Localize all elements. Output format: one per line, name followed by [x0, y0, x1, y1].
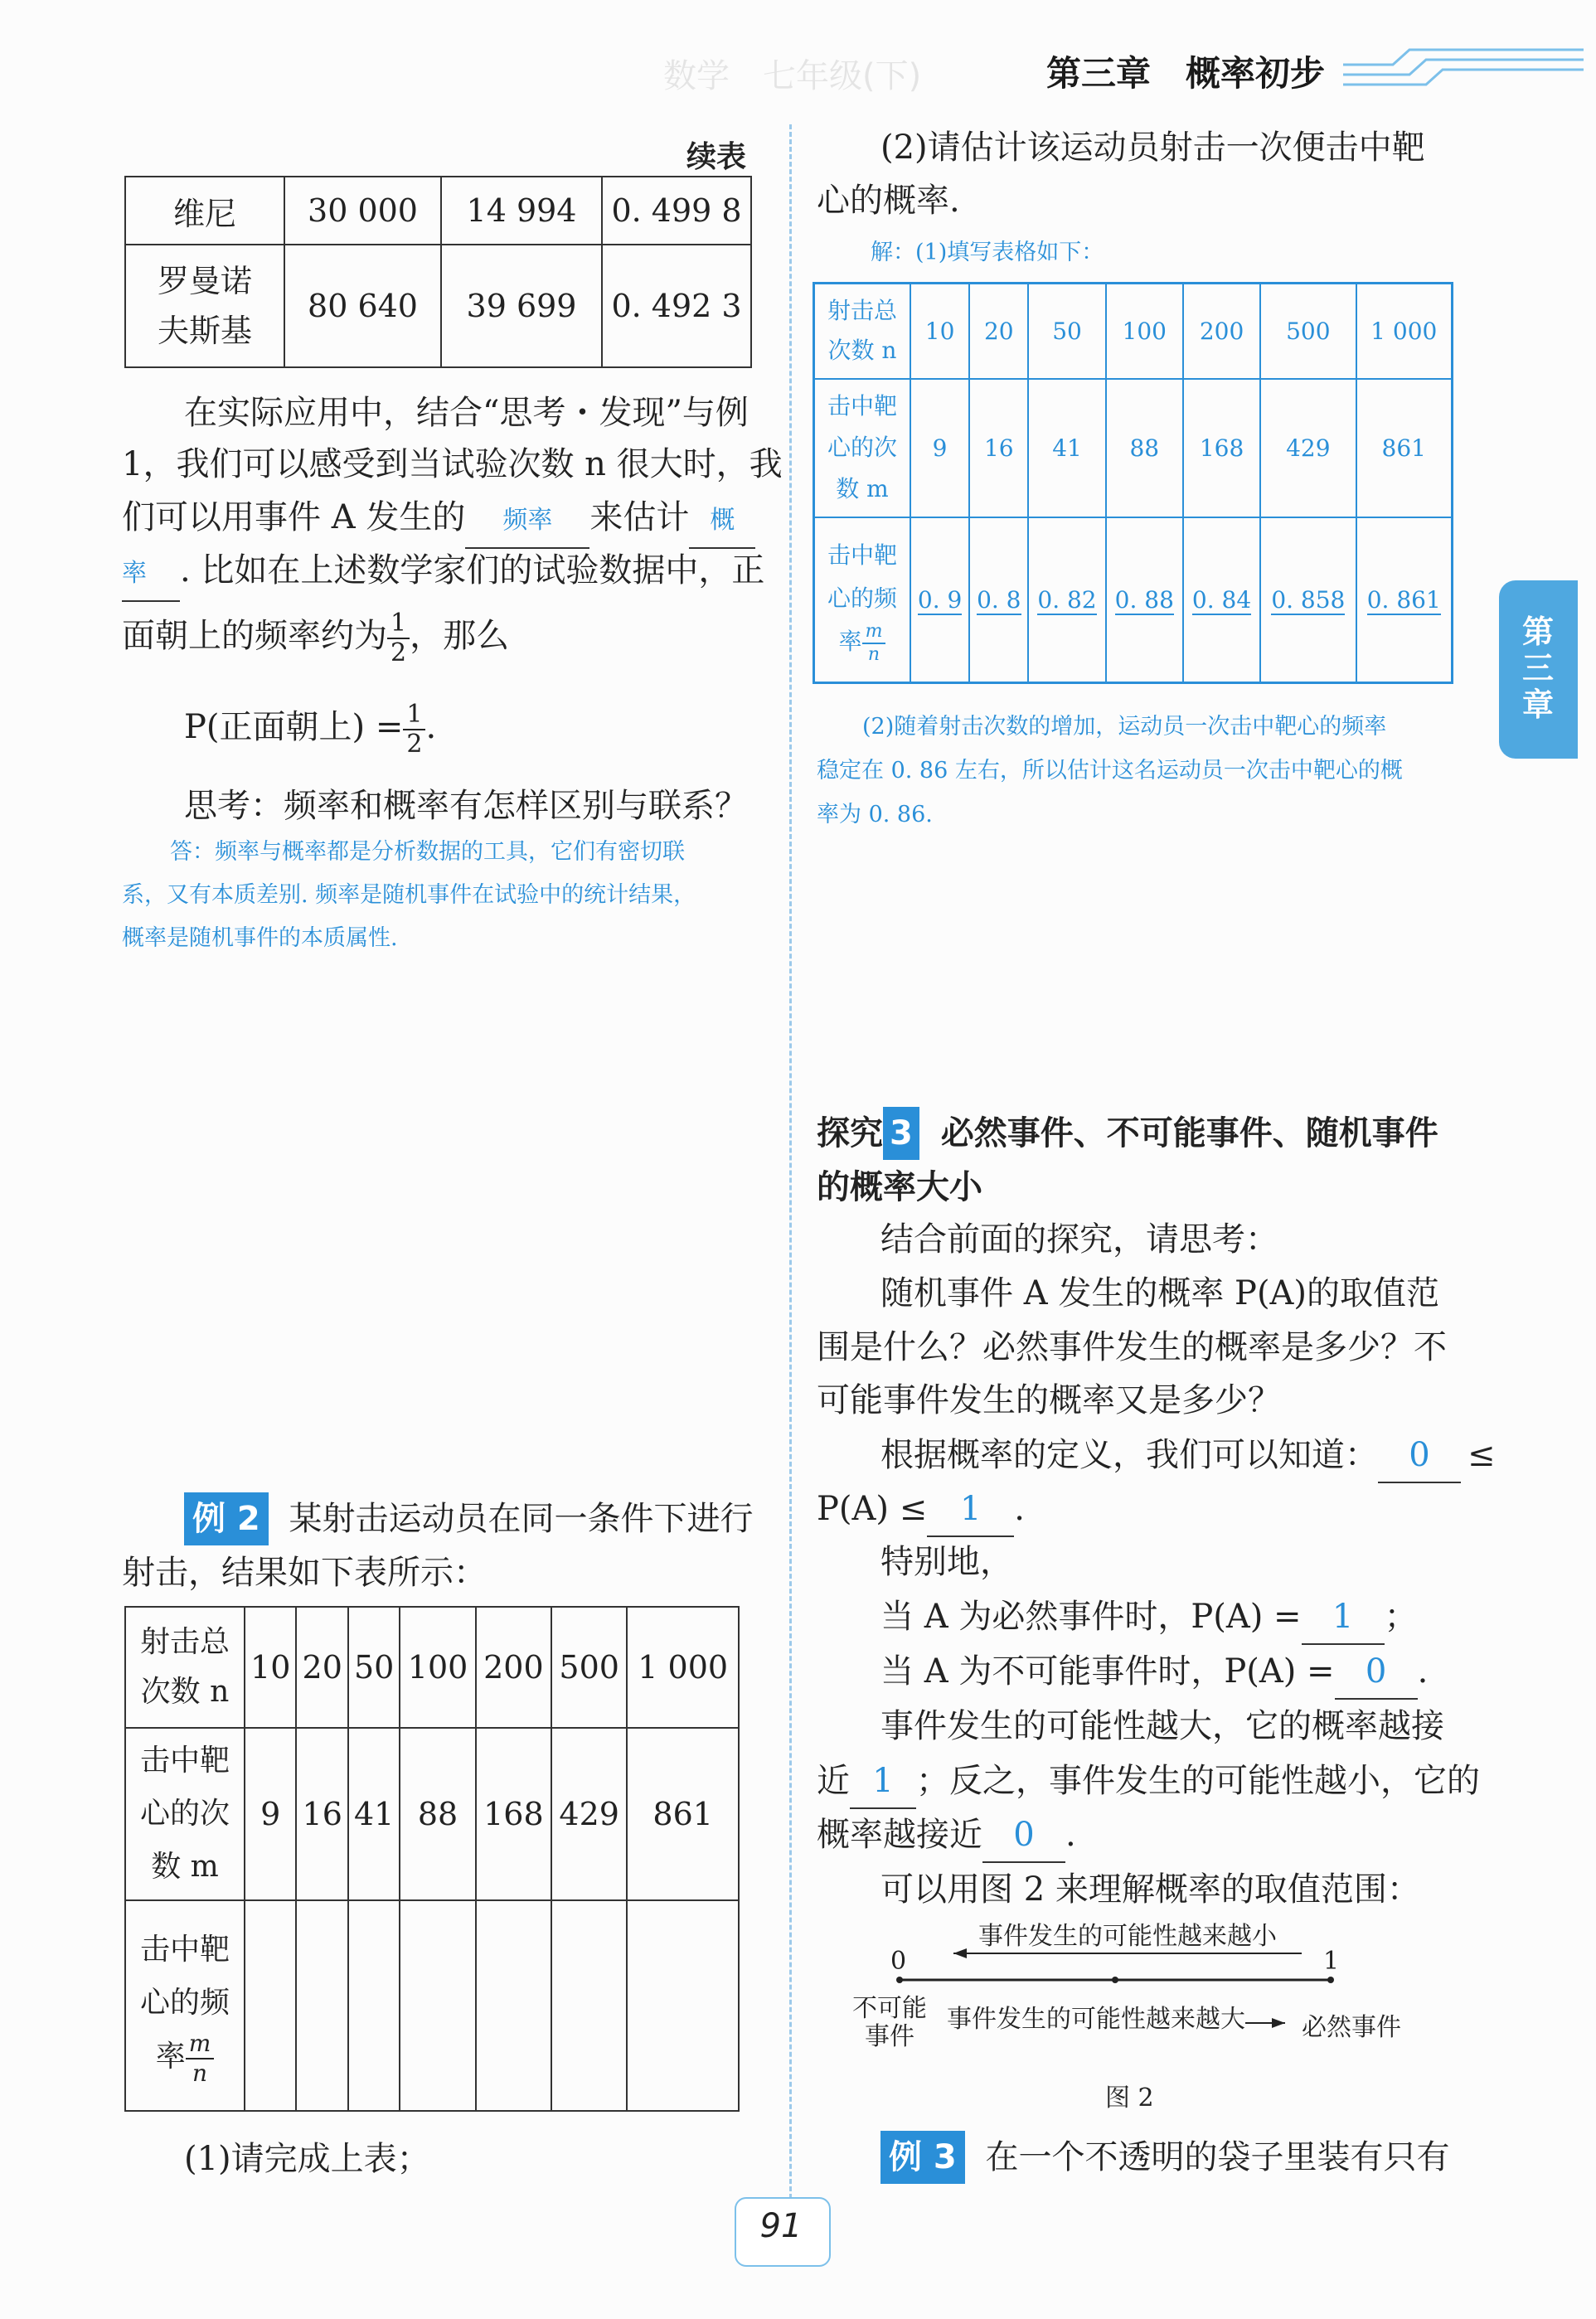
chapter-title: 第三章 概率初步 — [1046, 53, 1326, 94]
text: 来估计 — [589, 498, 690, 536]
table-cell — [969, 517, 1028, 683]
table1-caption: 续表 — [686, 140, 747, 174]
table-cell: 200 — [476, 1607, 551, 1728]
table-cell: 9 — [910, 379, 969, 517]
text: 面朝上的频率约为 — [122, 617, 387, 655]
think-answer-line: 系，又有本质差别. 频率是随机事件在试验中的统计结果， — [122, 882, 696, 908]
fraction-m-over-n — [862, 621, 886, 666]
numerator: 1 — [403, 701, 425, 730]
table-cell: 429 — [551, 1728, 627, 1900]
table-cell: 429 — [1260, 379, 1356, 517]
answer-blank: 率 — [122, 547, 180, 602]
text: . 比如在上述数学家们的试验数据中，正 — [180, 551, 765, 589]
cell-line: 心的频 — [827, 585, 897, 612]
table-cell-empty[interactable] — [476, 1900, 551, 2111]
answer-value: 0. 9 — [917, 585, 963, 614]
table-cell: 0. 492 3 — [602, 245, 751, 367]
table-cell — [1106, 517, 1183, 683]
table-cell: 200 — [1183, 284, 1260, 379]
cell-line: 次数 n — [827, 337, 897, 365]
body-line: 随机事件 A 发生的概率 P(A)的取值范 — [880, 1274, 1440, 1312]
para-line: 1，我们可以感受到当试验次数 n 很大时，我 — [122, 445, 783, 483]
think-answer-line: 答：频率与概率都是分析数据的工具，它们有密切联 — [170, 839, 685, 865]
body-line — [817, 1482, 1025, 1537]
text: 当 A 为必然事件时，P(A) = — [880, 1598, 1302, 1636]
fraction-one-half — [403, 701, 425, 759]
solution-intro: 解：(1)填写表格如下： — [871, 240, 1104, 265]
figure-2-caption: 图 2 — [1105, 2084, 1154, 2113]
figure-top-label: 事件发生的可能性越来越小 — [978, 1922, 1277, 1951]
table-cell: 9 — [245, 1728, 296, 1900]
explore-3-title — [817, 1107, 1438, 1160]
text: . — [1065, 1816, 1076, 1854]
fraction-m-over-n — [186, 2030, 215, 2088]
table-cell-empty[interactable] — [296, 1900, 347, 2111]
body-line: 事件发生的可能性越大，它的概率越接 — [880, 1707, 1444, 1745]
table-cell: 10 — [910, 284, 969, 379]
think-answer-line: 概率是随机事件的本质属性. — [122, 925, 398, 951]
formula: P(正面朝上) = — [184, 708, 404, 746]
table-cell — [910, 517, 969, 683]
table-row — [814, 379, 1453, 517]
figure-right-label: 必然事件 — [1302, 2013, 1401, 2042]
table-row — [125, 1607, 739, 1728]
cell-line: 次数 n — [140, 1675, 230, 1709]
formula-line — [184, 701, 436, 759]
cell-line: 击中靶 — [139, 1933, 230, 1967]
text: 根据概率的定义，我们可以知道： — [880, 1436, 1378, 1474]
text: 们可以用事件 A 发生的 — [122, 498, 466, 536]
table-cell: 41 — [348, 1728, 400, 1900]
table-row — [125, 1728, 739, 1900]
cell-line: 罗曼诺 — [157, 263, 252, 299]
example-tag: 例 2 — [184, 1492, 269, 1545]
mathematician-table — [124, 176, 752, 368]
table-header-cell — [125, 1900, 245, 2111]
body-line — [880, 1590, 1418, 1645]
table-cell: 88 — [1106, 379, 1183, 517]
column-divider — [789, 124, 792, 2214]
explore-tag-text: 探究 — [817, 1114, 883, 1152]
answer-value: 0. 84 — [1191, 585, 1252, 614]
explore-3-title-line2: 的概率大小 — [817, 1168, 982, 1206]
figure-bottom-label: 事件发生的可能性越来越大 — [947, 1998, 1245, 2035]
table-cell: 39 699 — [441, 245, 602, 367]
cell-line: 击中靶 — [827, 541, 897, 569]
text: ，那么 — [410, 617, 510, 655]
example2-line: 射击，结果如下表所示： — [122, 1554, 487, 1592]
table-cell: 861 — [1356, 379, 1453, 517]
table-header-cell — [125, 1728, 245, 1900]
question-2-line: (2)请估计该运动员射击一次便击中靶 — [880, 129, 1425, 167]
table-cell-empty[interactable] — [551, 1900, 627, 2111]
text: 某射击运动员在同一条件下进行 — [289, 1500, 754, 1538]
table-row — [125, 245, 751, 367]
text: 率 — [155, 2040, 186, 2074]
explore-tag-number: 3 — [883, 1107, 919, 1160]
solution-2-line: 率为 0. 86. — [817, 802, 933, 827]
table-cell: 20 — [296, 1607, 347, 1728]
text: . — [425, 708, 437, 746]
shooting-table-blank — [124, 1606, 740, 2112]
para-line — [122, 544, 764, 602]
figure-zero-label: 0 — [890, 1947, 907, 1976]
figure-left-label — [852, 1995, 927, 2051]
text: 近 — [817, 1762, 850, 1800]
cell-line — [816, 620, 909, 666]
table-cell: 1 000 — [627, 1607, 739, 1728]
table-row — [125, 1900, 739, 2111]
table-cell: 100 — [400, 1607, 475, 1728]
table-cell-empty[interactable] — [400, 1900, 475, 2111]
table-cell: 168 — [476, 1728, 551, 1900]
cell-line: 夫斯基 — [157, 313, 252, 349]
think-question: 思考：频率和概率有怎样区别与联系？ — [184, 787, 748, 825]
explore-title-text: 必然事件、不可能事件、随机事件 — [940, 1114, 1438, 1152]
table-row — [814, 517, 1453, 683]
header-faded-text: 数学 七年级(下) — [663, 57, 922, 95]
table-cell: 10 — [245, 1607, 296, 1728]
table-cell: 500 — [1260, 284, 1356, 379]
text: ； — [1384, 1598, 1418, 1636]
text: 在一个不透明的袋子里装有只有 — [985, 2138, 1450, 2176]
denominator: 2 — [406, 730, 423, 759]
numerator: m — [862, 621, 886, 644]
answer-value: 0. 858 — [1271, 585, 1346, 614]
answer-blank: 0 — [1335, 1645, 1418, 1700]
text: 率 — [838, 628, 862, 655]
header-decor-lines — [1343, 41, 1584, 99]
table-cell — [1356, 517, 1453, 683]
text: ；反之，事件发生的可能性越小，它的 — [916, 1762, 1480, 1800]
body-line: 围是什么？必然事件发生的概率是多少？不 — [817, 1328, 1447, 1366]
table-cell-empty[interactable] — [627, 1900, 739, 2111]
body-line: 结合前面的探究，请思考： — [880, 1220, 1278, 1259]
body-line — [817, 1754, 1480, 1809]
solution-2-line: (2)随着射击次数的增加，运动员一次击中靶心的频率 — [862, 714, 1387, 740]
table-cell: 30 000 — [284, 177, 441, 245]
cell-line: 击中靶 — [827, 392, 897, 420]
cell-line: 射击总 — [827, 297, 897, 325]
body-line — [880, 1429, 1496, 1483]
answer-value: 0. 861 — [1366, 585, 1441, 614]
question-1: (1)请完成上表； — [184, 2140, 430, 2178]
text: P(A) ≤ — [817, 1490, 928, 1528]
numerator: 1 — [387, 609, 410, 639]
table-cell-empty[interactable] — [245, 1900, 296, 2111]
table-header-cell — [814, 517, 911, 683]
para-line — [122, 491, 755, 549]
cell-line: 数 m — [151, 1850, 219, 1884]
table-cell: 维尼 — [125, 177, 284, 245]
table-cell: 80 640 — [284, 245, 441, 367]
denominator: n — [192, 2059, 208, 2087]
table-header-cell — [125, 1607, 245, 1728]
answer-blank: 0 — [1378, 1429, 1461, 1483]
example-tag: 例 3 — [880, 2131, 965, 2184]
table-cell: 1 000 — [1356, 284, 1453, 379]
denominator: n — [867, 643, 880, 665]
text: . — [1417, 1652, 1429, 1691]
body-line — [817, 1808, 1076, 1863]
label-line: 不可能 — [852, 1994, 927, 2023]
cell-line: 心的频 — [139, 1986, 230, 2020]
body-line — [880, 1645, 1428, 1700]
table-cell: 41 — [1028, 379, 1105, 517]
body-line: 特别地， — [880, 1543, 1013, 1581]
table-cell: 88 — [400, 1728, 475, 1900]
table-header-cell — [814, 379, 911, 517]
solution-2-line: 稳定在 0. 86 左右，所以估计这名运动员一次击中靶心的概 — [817, 758, 1403, 784]
answer-blank: 概 — [689, 494, 755, 549]
example2-line — [184, 1492, 753, 1545]
answer-blank: 1 — [927, 1482, 1014, 1537]
cell-line: 数 m — [836, 475, 889, 502]
answer-value: 0. 82 — [1037, 585, 1097, 614]
body-line: 可能事件发生的概率又是多少？ — [817, 1381, 1281, 1419]
table-cell: 0. 499 8 — [602, 177, 751, 245]
denominator: 2 — [391, 638, 407, 667]
label-line: 事件 — [865, 2022, 914, 2051]
question-2-line: 心的概率. — [817, 182, 960, 220]
cell-line: 心的次 — [827, 434, 897, 461]
table-cell: 100 — [1106, 284, 1183, 379]
table-cell: 14 994 — [441, 177, 602, 245]
answer-blank: 0 — [982, 1808, 1065, 1863]
para-line — [122, 609, 509, 667]
cell-line — [127, 2030, 243, 2088]
figure-one-label: 1 — [1323, 1947, 1340, 1976]
answer-blank: 1 — [850, 1754, 916, 1809]
table-cell: 168 — [1183, 379, 1260, 517]
text: ≤ — [1467, 1436, 1496, 1474]
table-cell: 16 — [969, 379, 1028, 517]
figure-2 — [837, 1915, 1467, 2064]
text: 当 A 为不可能事件时，P(A) = — [880, 1652, 1335, 1691]
body-line: 可以用图 2 来理解概率的取值范围： — [880, 1870, 1420, 1909]
table-cell — [1028, 517, 1105, 683]
chapter-side-tab-label: 第三章 — [1521, 614, 1554, 723]
cell-line: 心的次 — [139, 1797, 230, 1831]
table-cell: 16 — [296, 1728, 347, 1900]
cell-line: 射击总 — [139, 1625, 230, 1659]
example3-line — [880, 2131, 1449, 2184]
shooting-table-filled — [813, 282, 1453, 684]
cell-line: 击中靶 — [139, 1744, 230, 1778]
table-cell — [125, 245, 284, 367]
answer-value: 0. 88 — [1114, 585, 1174, 614]
table-row — [125, 177, 751, 245]
answer-value: 0. 8 — [977, 585, 1021, 614]
table-cell: 861 — [627, 1728, 739, 1900]
numerator: m — [186, 2030, 215, 2059]
answer-blank: 1 — [1302, 1590, 1385, 1645]
table-cell: 50 — [348, 1607, 400, 1728]
para-line: 在实际应用中，结合“思考・发现”与例 — [184, 394, 749, 432]
table-cell — [1260, 517, 1356, 683]
table-cell — [1183, 517, 1260, 683]
table-cell: 500 — [551, 1607, 627, 1728]
fraction-one-half — [387, 609, 410, 667]
table-cell-empty[interactable] — [348, 1900, 400, 2111]
table-header-cell — [814, 284, 911, 379]
table-cell: 50 — [1028, 284, 1105, 379]
table-cell: 20 — [969, 284, 1028, 379]
text: . — [1014, 1490, 1025, 1528]
text: 概率越接近 — [817, 1816, 982, 1854]
table-row — [814, 284, 1453, 379]
page-number: 91 — [759, 2207, 803, 2245]
answer-blank: 频率 — [465, 494, 589, 549]
